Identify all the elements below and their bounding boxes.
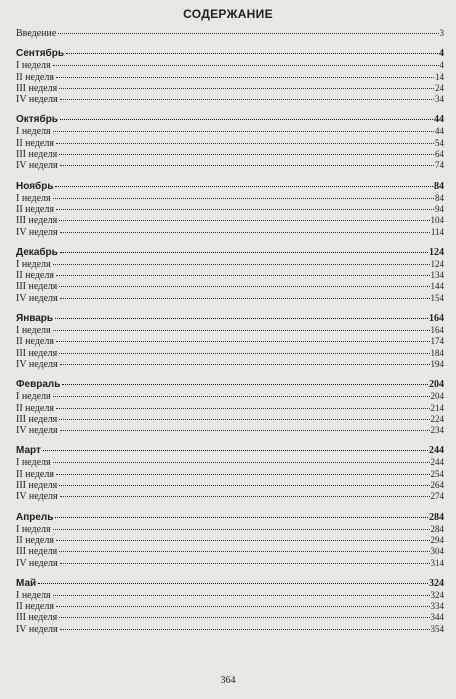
toc-intro-row[interactable] (16, 28, 444, 39)
toc-entry-label: II неделя (16, 137, 54, 149)
toc-week-row[interactable] (16, 281, 444, 292)
toc-entry-page: 334 (430, 601, 444, 612)
dot-leader (59, 220, 429, 221)
toc-entry-page: 264 (430, 480, 444, 491)
toc-entry-page: 144 (430, 281, 444, 292)
toc-entry-page: 64 (435, 149, 444, 160)
toc-entry-page: 84 (434, 180, 444, 192)
dot-leader (55, 186, 433, 187)
toc-week-row[interactable] (16, 227, 444, 238)
toc-entry-label: IV неделя (16, 557, 58, 569)
toc-week-row[interactable] (16, 403, 444, 414)
table-of-contents (16, 28, 444, 635)
toc-week-row[interactable] (16, 60, 444, 71)
toc-week-row[interactable] (16, 480, 444, 491)
toc-month-row[interactable] (16, 378, 444, 391)
toc-month-row[interactable] (16, 180, 444, 193)
toc-month-row[interactable] (16, 312, 444, 325)
toc-week-row[interactable] (16, 204, 444, 215)
toc-entry-page: 204 (430, 391, 444, 402)
page-title: СОДЕРЖАНИЕ (183, 7, 273, 21)
toc-entry-label: II неделя (16, 534, 54, 546)
toc-entry-page: 294 (430, 534, 444, 545)
toc-entry-page: 324 (430, 589, 444, 600)
toc-entry-page: 24 (435, 82, 444, 93)
toc-entry-page: 44 (434, 114, 444, 126)
toc-week-row[interactable] (16, 359, 444, 370)
toc-week-row[interactable] (16, 624, 444, 635)
toc-entry-label: Март (16, 445, 41, 457)
section-spacer (16, 39, 444, 47)
toc-entry-label: IV неделя (16, 623, 58, 635)
toc-month-row[interactable] (16, 113, 444, 126)
toc-entry-page: 34 (435, 94, 444, 105)
toc-entry-label: III неделя (16, 612, 58, 624)
toc-entry-label: Май (16, 577, 37, 589)
toc-entry-page: 164 (429, 313, 444, 325)
toc-entry-label: IV неделя (16, 292, 58, 304)
dot-leader (60, 165, 434, 166)
toc-entry-page: 174 (430, 336, 444, 347)
dot-leader (60, 232, 430, 233)
toc-entry-label: Апрель (16, 511, 54, 523)
toc-entry-label: IV неделя (16, 160, 58, 172)
toc-month-row[interactable] (16, 246, 444, 259)
toc-entry-label: II неделя (16, 336, 54, 348)
toc-entry-page: 4 (439, 60, 444, 71)
toc-week-row[interactable] (16, 469, 444, 480)
toc-entry-label: I неделя (16, 258, 51, 270)
section-spacer (16, 503, 444, 511)
toc-week-row[interactable] (16, 83, 444, 94)
dot-leader (60, 298, 430, 299)
dot-leader (66, 53, 438, 54)
toc-entry-page: 224 (430, 413, 444, 424)
toc-entry-label: II неделя (16, 71, 54, 83)
toc-entry-page: 194 (430, 358, 444, 369)
toc-week-row[interactable] (16, 126, 444, 137)
toc-entry-page: 344 (430, 612, 444, 623)
dot-leader (53, 595, 430, 596)
toc-week-row[interactable] (16, 590, 444, 601)
toc-entry-label: I неделя (16, 60, 51, 72)
toc-week-row[interactable] (16, 457, 444, 468)
dot-leader (60, 119, 433, 120)
toc-entry-label: III неделя (16, 480, 58, 492)
toc-week-row[interactable] (16, 535, 444, 546)
dot-leader (53, 65, 439, 66)
toc-entry-label: Введение (16, 28, 57, 39)
toc-entry-label: Декабрь (16, 246, 58, 258)
toc-entry-label: I неделя (16, 523, 51, 535)
toc-entry-page: 254 (430, 468, 444, 479)
toc-entry-page: 354 (430, 623, 444, 634)
toc-entry-page: 54 (435, 137, 444, 148)
toc-entry-page: 304 (430, 546, 444, 557)
toc-week-row[interactable] (16, 612, 444, 623)
toc-week-row[interactable] (16, 160, 444, 171)
toc-entry-label: I неделя (16, 589, 51, 601)
toc-entry-page: 134 (430, 270, 444, 281)
toc-entry-label: IV неделя (16, 425, 58, 437)
toc-entry-label: IV неделя (16, 226, 58, 238)
dot-leader (56, 143, 434, 144)
toc-month-row[interactable] (16, 47, 444, 60)
dot-leader (53, 529, 430, 530)
toc-entry-page: 74 (435, 160, 444, 171)
page-number: 364 (220, 675, 236, 686)
toc-week-row[interactable] (16, 293, 444, 304)
dot-leader (60, 99, 434, 100)
dot-leader (60, 252, 428, 253)
dot-leader (56, 275, 430, 276)
toc-week-row[interactable] (16, 325, 444, 336)
toc-week-row[interactable] (16, 193, 444, 204)
section-spacer (16, 105, 444, 113)
dot-leader (59, 154, 434, 155)
toc-week-row[interactable] (16, 524, 444, 535)
dot-leader (56, 606, 430, 607)
toc-week-row[interactable] (16, 491, 444, 502)
toc-entry-label: Сентябрь (16, 48, 64, 60)
toc-entry-page: 44 (435, 126, 444, 137)
dot-leader (62, 384, 428, 385)
toc-entry-page: 124 (429, 246, 444, 258)
toc-entry-label: IV неделя (16, 491, 58, 503)
dot-leader (56, 341, 430, 342)
toc-week-row[interactable] (16, 391, 444, 402)
section-spacer (16, 172, 444, 180)
toc-entry-page: 164 (430, 325, 444, 336)
dot-leader (60, 629, 430, 630)
dot-leader (55, 517, 428, 518)
section-spacer (16, 238, 444, 246)
toc-week-row[interactable] (16, 72, 444, 83)
toc-entry-label: III неделя (16, 281, 58, 293)
dot-leader (38, 583, 428, 584)
toc-week-row[interactable] (16, 336, 444, 347)
toc-entry-label: III неделя (16, 546, 58, 558)
toc-entry-page: 274 (430, 491, 444, 502)
toc-week-row[interactable] (16, 425, 444, 436)
toc-entry-page: 3 (439, 28, 444, 38)
dot-leader (55, 318, 428, 319)
toc-entry-label: III неделя (16, 149, 58, 161)
toc-entry-page: 124 (430, 258, 444, 269)
toc-entry-page: 184 (430, 347, 444, 358)
dot-leader (59, 88, 434, 89)
dot-leader (59, 419, 429, 420)
toc-entry-label: II неделя (16, 203, 54, 215)
dot-leader (60, 430, 430, 431)
toc-week-row[interactable] (16, 259, 444, 270)
dot-leader (56, 209, 434, 210)
toc-entry-label: Февраль (16, 379, 61, 391)
toc-week-row[interactable] (16, 149, 444, 160)
dot-leader (56, 77, 434, 78)
dot-leader (60, 496, 430, 497)
dot-leader (53, 462, 430, 463)
toc-entry-page: 84 (435, 192, 444, 203)
dot-leader (53, 396, 430, 397)
toc-month-row[interactable] (16, 577, 444, 590)
toc-entry-page: 284 (429, 511, 444, 523)
toc-entry-label: Октябрь (16, 114, 58, 126)
toc-week-row[interactable] (16, 558, 444, 569)
dot-leader (59, 485, 429, 486)
toc-entry-label: III неделя (16, 82, 58, 94)
toc-month-row[interactable] (16, 444, 444, 457)
dot-leader (60, 364, 430, 365)
dot-leader (60, 563, 430, 564)
dot-leader (43, 450, 428, 451)
toc-week-row[interactable] (16, 601, 444, 612)
toc-week-row[interactable] (16, 270, 444, 281)
toc-entry-label: III неделя (16, 215, 58, 227)
toc-entry-page: 4 (439, 48, 444, 60)
toc-week-row[interactable] (16, 414, 444, 425)
toc-entry-label: Ноябрь (16, 180, 54, 192)
toc-entry-page: 244 (429, 445, 444, 457)
dot-leader (56, 474, 430, 475)
toc-entry-label: III неделя (16, 347, 58, 359)
toc-entry-page: 14 (435, 71, 444, 82)
toc-entry-page: 284 (430, 523, 444, 534)
dot-leader (56, 408, 430, 409)
toc-entry-page: 234 (430, 425, 444, 436)
toc-entry-label: II неделя (16, 468, 54, 480)
toc-entry-label: Январь (16, 313, 54, 325)
toc-entry-label: I неделя (16, 391, 51, 403)
section-spacer (16, 304, 444, 312)
toc-month-row[interactable] (16, 511, 444, 524)
toc-entry-label: III неделя (16, 413, 58, 425)
toc-entry-page: 214 (430, 402, 444, 413)
toc-week-row[interactable] (16, 138, 444, 149)
toc-entry-page: 204 (429, 379, 444, 391)
dot-leader (59, 286, 429, 287)
section-spacer (16, 569, 444, 577)
dot-leader (53, 198, 434, 199)
toc-week-row[interactable] (16, 215, 444, 226)
section-spacer (16, 370, 444, 378)
toc-entry-label: II неделя (16, 402, 54, 414)
dot-leader (53, 264, 430, 265)
toc-week-row[interactable] (16, 348, 444, 359)
toc-entry-label: I неделя (16, 192, 51, 204)
toc-entry-page: 324 (429, 577, 444, 589)
dot-leader (56, 540, 430, 541)
toc-entry-page: 314 (430, 557, 444, 568)
toc-entry-page: 154 (430, 292, 444, 303)
dot-leader (58, 33, 438, 34)
toc-entry-page: 244 (430, 457, 444, 468)
dot-leader (53, 330, 430, 331)
toc-week-row[interactable] (16, 94, 444, 105)
toc-entry-label: IV неделя (16, 94, 58, 106)
dot-leader (59, 617, 429, 618)
toc-entry-label: II неделя (16, 270, 54, 282)
toc-entry-page: 104 (430, 215, 444, 226)
toc-entry-label: IV неделя (16, 358, 58, 370)
section-spacer (16, 436, 444, 444)
toc-entry-label: II неделя (16, 601, 54, 613)
toc-week-row[interactable] (16, 546, 444, 557)
dot-leader (59, 551, 429, 552)
dot-leader (59, 353, 429, 354)
toc-entry-label: I неделя (16, 325, 51, 337)
toc-entry-page: 94 (435, 203, 444, 214)
toc-entry-label: I неделя (16, 457, 51, 469)
toc-entry-label: I неделя (16, 126, 51, 138)
toc-entry-page: 114 (430, 226, 444, 237)
dot-leader (53, 131, 434, 132)
